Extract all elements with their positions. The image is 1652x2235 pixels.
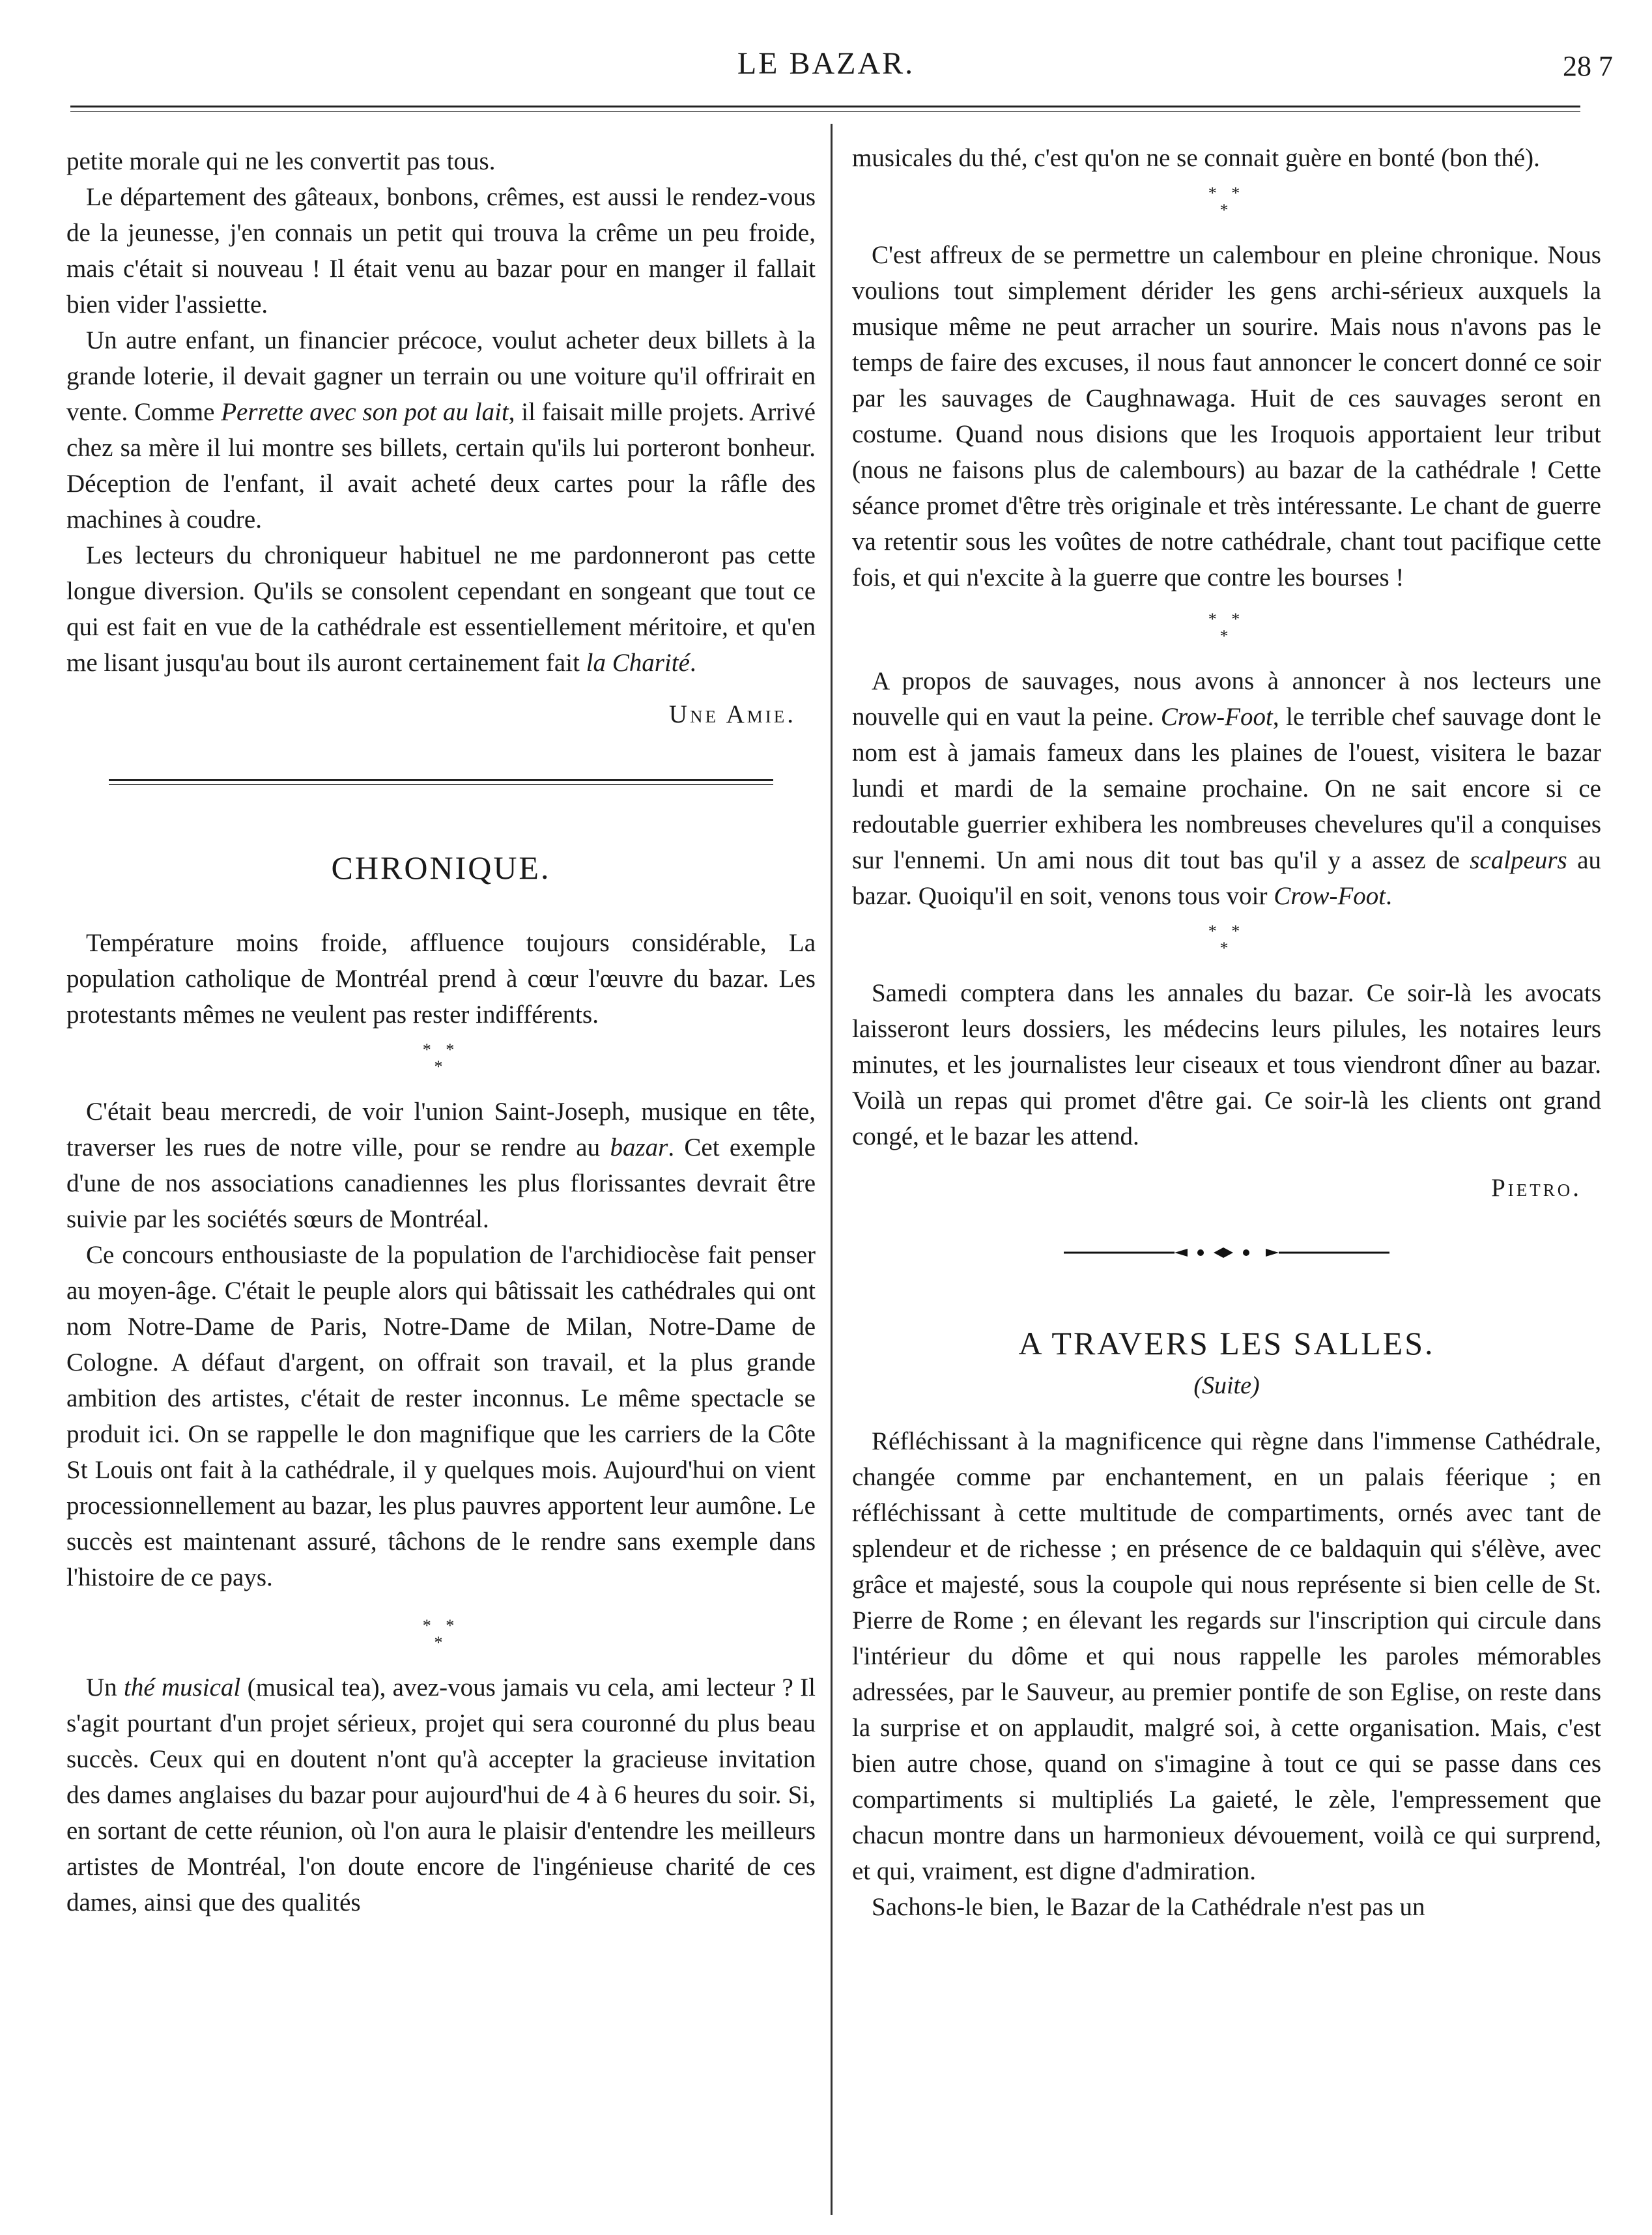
text-run: , il faisait mille projets. Arrivé chez sa mère il lui montre ses billets, certain qu'ils lui porteront bonheur. Déception de l'enfant, il avait acheté deux cartes pour la râfle des machines à coudre.: [66, 398, 816, 534]
asterism: * * *: [422, 1616, 460, 1652]
text-run: C'était beau mercredi, de voir l'union Saint-Joseph, musique en tête, traverser les rues de notre ville, pour se rendre au: [66, 1098, 816, 1161]
italic-run: bazar: [610, 1133, 668, 1161]
paragraph: Sachons-le bien, le Bazar de la Cathédrale n'est pas un: [872, 1893, 1425, 1921]
page-number: 28 7: [1563, 50, 1613, 82]
paragraph: [66, 1670, 816, 1920]
header-rule: [70, 106, 1580, 112]
text-run: . Cet exemple d'une de nos associations canadiennes les plus florissantes devrait être suivie par les sociétés sœurs de Montréal.: [66, 1133, 816, 1233]
right-column: [852, 140, 1601, 1925]
text-run: .: [1386, 882, 1392, 910]
paragraph: Le département des gâteaux, bonbons, crêmes, est aussi le rendez-vous de la jeunesse, j'en connais un petit qui trouva la crême un peu froide, mais c'était si nouveau ! Il était venu au bazar pour en manger il fallait bien vider l'assiette.: [66, 183, 816, 319]
paragraph: musicales du thé, c'est qu'on ne se connait guère en bonté (bon thé).: [852, 144, 1540, 172]
paragraph: [852, 663, 1601, 914]
text-run: .: [689, 649, 696, 677]
running-title: LE BAZAR.: [737, 46, 915, 81]
italic-run: la Charité: [586, 649, 690, 677]
text-run: Un: [86, 1673, 124, 1701]
text-run: A propos de sauvages, nous avons à annoncer à nos lecteurs une nouvelle qui en vaut la peine.: [852, 667, 1601, 731]
section-subtitle: (Suite): [1193, 1372, 1260, 1399]
text-run: Les lecteurs du chroniqueur habituel ne me pardonneront pas cette longue diversion. Qu'ils se consolent cependant en songeant que tout ce qui est fait en vue de la cathédrale est essentiellement méritoire, et qu'en me lisant jusqu'au bout ils auront certainement fait: [66, 541, 816, 677]
italic-run: thé musical: [123, 1673, 241, 1701]
running-head: [0, 46, 1652, 98]
paragraph: Ce concours enthousiaste de la population de l'archidiocèse fait penser au moyen-âge. C'était le peuple alors qui bâtissait les cathédrales qui ont nom Notre-Dame de Paris, Notre-Dame de Milan, Notre-Dame de Cologne. A défaut d'argent, on offrait son travail, et la plus grande ambition des artistes, c'était de rester inconnus. Le même spectacle se produit ici. On se rappelle le don magnifique que les carriers de la Côte St Louis ont fait à la cathédrale, il y quelques mois. Aujourd'hui on vient processionnellement au bazar, les plus pauvres apportent leur aumône. Le succès est maintenant assuré, tâchons de le rendre sans exemple dans l'histoire de ce pays.: [66, 1241, 816, 1591]
paragraph: Température moins froide, affluence toujours considérable, La population catholique de Montréal prend à cœur l'œuvre du bazar. Les protestants mêmes ne veulent pas rester indifférents.: [66, 929, 816, 1029]
section-title: CHRONIQUE.: [331, 849, 551, 886]
paragraph: [66, 537, 816, 681]
italic-run: scalpeurs: [1470, 846, 1567, 874]
paragraph: Réfléchissant à la magnificence qui règne dans l'immense Cathédrale, changée comme par enchantement, en un palais féerique ; en réfléchissant à cette multitude de compartiments, ornés avec tant de splendeur et de richesse ; en présence de ce baldaquin qui s'élève, avec grâce et majesté, sous la coupole qui nous représente si bien celle de St. Pierre de Rome ; en élevant les regards sur l'inscription qui circule dans l'intérieur du dôme et qui nous rappelle les paroles mémorables adressées, par le Sauveur, au premier pontife de son Eglise, on reste dans la surprise et on applaudit, malgré soi, à cette organisation. Mais, c'est bien autre chose, quand on s'imagine à tout ce qui se passe dans ces compartiments si multipliés La gaieté, le zèle, l'empressement que chacun montre dans un harmonieux dévouement, voilà ce qui surprend, et qui, vraiment, est digne d'admiration.: [852, 1427, 1601, 1885]
asterism: * * *: [422, 1040, 460, 1076]
column-divider: [831, 124, 833, 2215]
text-run: (musical tea), avez-vous jamais vu cela, ami lecteur ? Il s'agit pourtant d'un projet sérieux, projet qui sera couronné du plus beau succès. Ceux qui en doutent n'ont qu'à accepter la gracieuse invitation des dames anglaises du bazar pour aujourd'hui de 4 à 6 heures du soir. Si, en sortant de cette réunion, où l'on aura le plaisir d'entendre les meilleurs artistes de Montréal, l'on doute encore de l'ingénieuse charité de ces dames, ainsi que des qualités: [66, 1673, 816, 1916]
italic-run: Crow-Foot: [1160, 703, 1273, 731]
section-title: A TRAVERS LES SALLES.: [1018, 1325, 1435, 1361]
paragraph: [66, 322, 816, 537]
italic-run: Perrette avec son pot au lait: [221, 398, 509, 426]
paragraph: C'est affreux de se permettre un calembour en pleine chronique. Nous voulions tout simplement dérider les gens archi-sérieux auxquels la musique même ne peut arracher un sourire. Mais nous n'avons pas le temps de faire des excuses, il nous faut annoncer le concert donné ce soir par les sauvages de Caughnawaga. Huit de ces sauvages seront en costume. Quand nous disions que les Iroquois apportaient leur tribut (nous ne faisons plus de calembours) au bazar de la cathédrale ! Cette séance promet d'être très originale et très intéressante. Le chant de guerre va retentir sous les voûtes de notre cathédrale, chant tout pacifique cette fois, et qui n'excite à la guerre que contre les bourses !: [852, 241, 1601, 591]
asterism: * * *: [1208, 184, 1246, 220]
signature: Une Amie.: [668, 700, 796, 728]
paragraph: petite morale qui ne les convertit pas tous.: [66, 147, 496, 175]
left-column: [66, 143, 816, 1920]
text-run: Un autre enfant, un financier précoce, voulut acheter deux billets à la grande loterie, il devait gagner un terrain ou une voiture qu'il offrirait en vente. Comme: [66, 326, 816, 426]
signature: Pietro.: [1491, 1174, 1582, 1202]
ornament-divider: [1057, 1245, 1396, 1260]
section-rule: [109, 779, 773, 785]
italic-run: Crow-Foot: [1274, 882, 1386, 910]
asterism: * * *: [1208, 922, 1246, 958]
paragraph: Samedi comptera dans les annales du bazar. Ce soir-là les avocats laisseront leurs dossiers, les médecins leurs pilules, les notaires leurs minutes, et les journalistes leur ciseaux et tous viendront dîner au bazar. Voilà un repas qui promet d'être gai. Ce soir-là les clients ont grand congé, et le bazar les attend.: [852, 979, 1601, 1150]
paragraph: [66, 1094, 816, 1237]
text-run: , le terrible chef sauvage dont le nom est à jamais fameux dans les plaines de l'ouest, visitera le bazar lundi et mardi de la semaine prochaine. On ne sait encore si ce redoutable guerrier exhibera les nombreuses chevelures qu'il a conquises sur l'ennemi. Un ami nous dit tout bas qu'il y a assez de: [852, 703, 1601, 874]
text-run: au bazar. Quoiqu'il en soit, venons tous voir: [852, 846, 1601, 910]
asterism: * * *: [1208, 610, 1246, 646]
